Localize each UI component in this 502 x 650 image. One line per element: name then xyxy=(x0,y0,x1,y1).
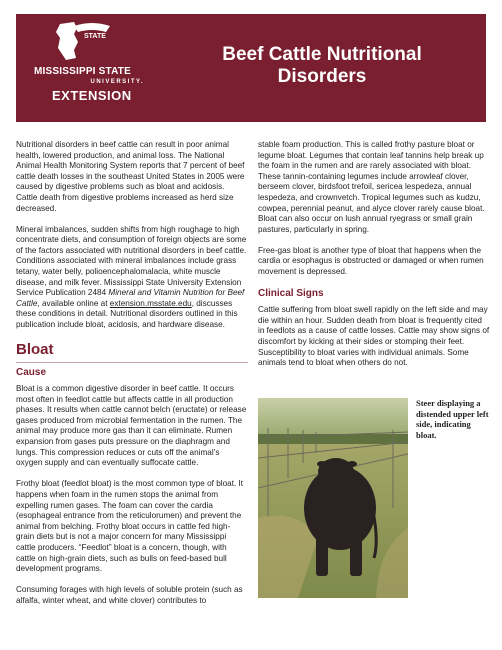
cause-heading: Cause xyxy=(16,367,47,379)
page-title xyxy=(172,44,472,88)
bloat-paragraph-3: Consuming forages with high levels of soluble protein (such as alfalfa, winter wheat, and white clover) contributes to xyxy=(16,585,243,605)
intro-paragraph: Nutritional disorders in beef cattle can result in poor animal health, lowered production, and animal loss. The National Animal Health Monitoring System reports that 7 percent of beef cattle death losses in the southeast United States in 2005 were caused by digestive problems such as bloat and acidosis. Cattle death from digestive problems increased as herd size decreased. xyxy=(16,140,245,213)
bloat-paragraph-1: Bloat is a common digestive disorder in beef cattle. It occurs most often in feedlot cattle but affects cattle in all production phases. It results when cattle cannot belch (eructate) or release gases produced from microbial fermentation in the rumen. The animal may produce more gas than it can eliminate. Rumen expansion from gases puts pressure on the diaphragm and lungs. This compression reduces or cuts off the animal’s oxygen supply and can eventually suffocate cattle. xyxy=(16,384,247,468)
clinical-signs-heading: Clinical Signs xyxy=(258,288,324,300)
free-gas-paragraph: Free-gas bloat is another type of bloat that happens when the cardia or esophagus is obstructed or damaged or when rumen movement is depressed. xyxy=(258,245,484,277)
section-divider xyxy=(16,362,248,363)
legume-paragraph: stable foam production. This is called frothy pasture bloat or legume bloat. Legumes that contain leaf tannins help break up the foam in the rumen and are rarely associated with bloat. These tannin-containing legumes include arrowleaf clover, berseem clover, birdsfoot trefoil, sericea lespedeza, annual lespedeza, and crownvetch. Tropical legumes such as kudzu, cowpea, perennial peanut, and alyce clover rarely cause bloat. Bloat can also occur on lush annual ryegrass or small grain pastures, particularly in spring. xyxy=(258,140,485,234)
svg-text:STATE: STATE xyxy=(84,33,106,40)
logo-university-name: MISSISSIPPI STATE UNIVERSITY. xyxy=(34,66,152,88)
logo-university-sub: UNIVERSITY. xyxy=(90,79,144,85)
bloat-heading: Bloat xyxy=(16,341,54,359)
logo-extension: EXTENSION xyxy=(52,88,132,103)
publication-title: Mineral and Vitamin Nutrition for Beef Cattle xyxy=(16,288,245,308)
steer-photo xyxy=(258,398,408,598)
bloat-paragraph-2: Frothy bloat (feedlot bloat) is the most common type of bloat. It happens when foam in the rumen stops the animal from expelling rumen gases. The foam can cover the cardia (esophageal entrance from the reticulorumen) and prevent the animal from belching. Frothy bloat occurs in cattle fed high-grain diets but is not a major concern for many Mississippi cattle producers. “Feedlot” bloat is a concern, though, with cattle on high-grain diets, such as bulls on feed-based bull development programs. xyxy=(16,479,244,574)
extension-link[interactable]: extension.msstate.edu xyxy=(109,298,192,308)
right-column xyxy=(258,140,490,379)
steer-bloat-image xyxy=(258,398,408,598)
left-column xyxy=(16,140,248,617)
clinical-signs-paragraph: Cattle suffering from bloat swell rapidly on the left side and may die within an hour. Sudden death from bloat is frequently cited in feedlots as a cause of cattle losses. Cattle may show signs of discomfort by kicking at their sides or stomping their feet. Susceptibility to bloat varies with individual animals. Some animals tend to bloat when others do not. xyxy=(258,305,490,368)
mineral-paragraph: Mineral imbalances, sudden shifts from high roughage to high concentrate diets, and consumption of foreign objects are some of the factors associated with nutritional disorders in beef cattle. Conditions associated with mineral imbalances include grass tetany, water belly, polioencephalomalacia, white muscle disease, and milk fever. Mississippi State University Extension Service Publication 2484 Mineral and Vitamin Nutrition for Beef Cattle, available online at extension.msstate.edu, discusses these conditions in detail. Nutritional disorders outlined in this publication include bloat, acidosis, and hardware disease. xyxy=(16,224,247,329)
title-line-1: Beef Cattle Nutritional xyxy=(222,44,422,65)
photo-caption: Steer displaying a distended upper left side, indicating bloat. xyxy=(416,398,489,440)
msu-state-map-icon xyxy=(22,18,152,68)
msu-extension-logo xyxy=(22,18,152,108)
title-line-2: Disorders xyxy=(277,66,367,87)
